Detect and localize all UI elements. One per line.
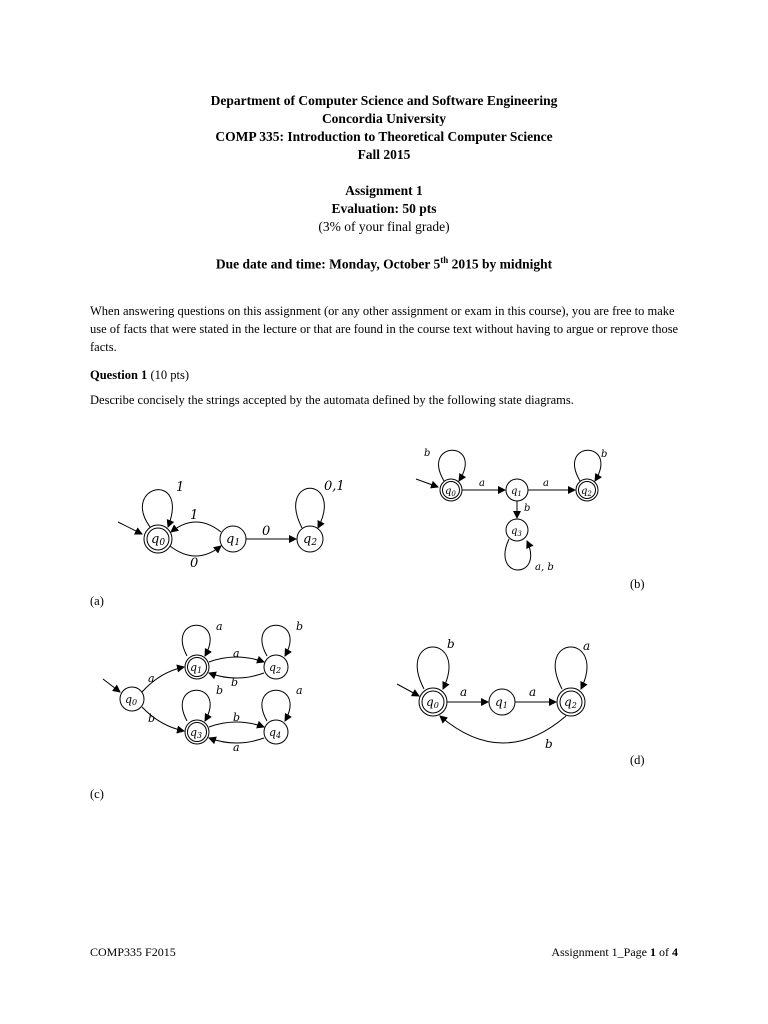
edge-label-d-loop2: a <box>583 639 591 653</box>
state-a-q0: q0 <box>151 532 166 548</box>
edge-label-a-q1q2: 0 <box>262 524 271 539</box>
state-c-q3: q3 <box>190 726 203 740</box>
edge-label-b-q1q3: b <box>524 503 531 514</box>
edge-label-c-loop4: a <box>296 684 303 697</box>
edge-label-c-q2q1: b <box>231 676 239 689</box>
footer-of: of <box>656 945 672 959</box>
intro-paragraph: When answering questions on this assignment (or any other assignment or exam in this course), you are free to make use of facts that were stated in the lecture or that are found in the course text without having to argue or reprove those facts. <box>90 304 679 354</box>
state-a-q2: q2 <box>303 532 318 548</box>
edge-label-d-q2q0: b <box>545 737 553 751</box>
assignment-title: Assignment 1 <box>345 183 423 198</box>
edge-label-b-loop2: b <box>601 449 608 460</box>
question-1-points: (10 pts) <box>147 368 189 382</box>
edge-label-a-loop0: 1 <box>176 480 185 495</box>
question-1-description: Describe concisely the strings accepted by the automata defined by the following state diagrams. <box>90 393 574 407</box>
edge-label-d-q0q1: a <box>460 685 468 699</box>
edge-label-b-loop0: b <box>424 448 431 459</box>
diagram-label-d: (d) <box>630 753 645 767</box>
footer-right <box>551 945 678 960</box>
state-d-q0: q0 <box>426 695 439 710</box>
edge-label-c-q0q1: a <box>148 672 155 685</box>
diagram-label-a: (a) <box>90 594 104 608</box>
edge-label-c-loop2: b <box>296 620 304 633</box>
state-b-q1: $q_1$ <box>511 486 522 498</box>
edge-label-b-q1q2: a <box>543 478 549 489</box>
state-b-q2: $q_2$ <box>581 486 592 498</box>
edge-label-c-q0q3: b <box>148 712 156 725</box>
edge-label-c-q3q4: b <box>233 711 241 724</box>
department-line: Department of Computer Science and Software Engineering <box>210 93 558 108</box>
diagram-label-c: (c) <box>90 787 104 801</box>
edge-label-a-loop2: 0,1 <box>324 479 345 494</box>
footer-left: COMP335 F2015 <box>90 945 176 959</box>
edge-label-c-loop1: a <box>216 620 223 633</box>
footer-page-number: 1 <box>650 945 656 959</box>
course-line: COMP 335: Introduction to Theoretical Computer Science <box>215 129 553 144</box>
question-1-title: Question 1 <box>90 368 148 382</box>
state-diagram-b <box>416 450 601 570</box>
state-b-q3: $q_3$ <box>511 526 522 538</box>
state-c-q4: q4 <box>269 726 282 740</box>
state-c-q2: q2 <box>269 661 282 675</box>
edge-label-b-loop3: a, b <box>535 562 554 573</box>
edge-label-b-q0q1: a <box>479 478 485 489</box>
university-line: Concordia University <box>321 111 447 126</box>
state-b-q0: $q_0$ <box>445 486 456 498</box>
edge-label-a-lower: 0 <box>190 556 199 571</box>
edge-label-d-loop0: b <box>447 637 455 651</box>
edge-label-a-upper: 1 <box>190 508 199 523</box>
state-d-q2: q2 <box>564 695 577 710</box>
weight-line: (3% of your final grade) <box>318 219 450 234</box>
footer-page-prefix: Assignment 1_Page <box>551 945 650 959</box>
edge-label-c-q4q3: a <box>233 741 240 754</box>
edge-label-c-loop3: b <box>216 684 224 697</box>
evaluation-line: Evaluation: 50 pts <box>331 201 437 216</box>
due-sup: th <box>440 255 449 265</box>
footer-page-total: 4 <box>672 945 678 959</box>
state-a-q1: q1 <box>226 532 241 548</box>
state-d-q1: q1 <box>495 695 508 710</box>
edge-label-d-q1q2: a <box>529 685 537 699</box>
term-line: Fall 2015 <box>357 147 411 162</box>
state-c-q0: q0 <box>125 693 138 707</box>
due-suffix: 2015 by midnight <box>448 256 553 272</box>
edge-label-c-q1q2: a <box>233 647 240 660</box>
due-prefix: Due date and time: Monday, October 5 <box>215 256 441 272</box>
diagram-label-b: (b) <box>630 577 645 591</box>
state-c-q1: q1 <box>190 661 203 675</box>
